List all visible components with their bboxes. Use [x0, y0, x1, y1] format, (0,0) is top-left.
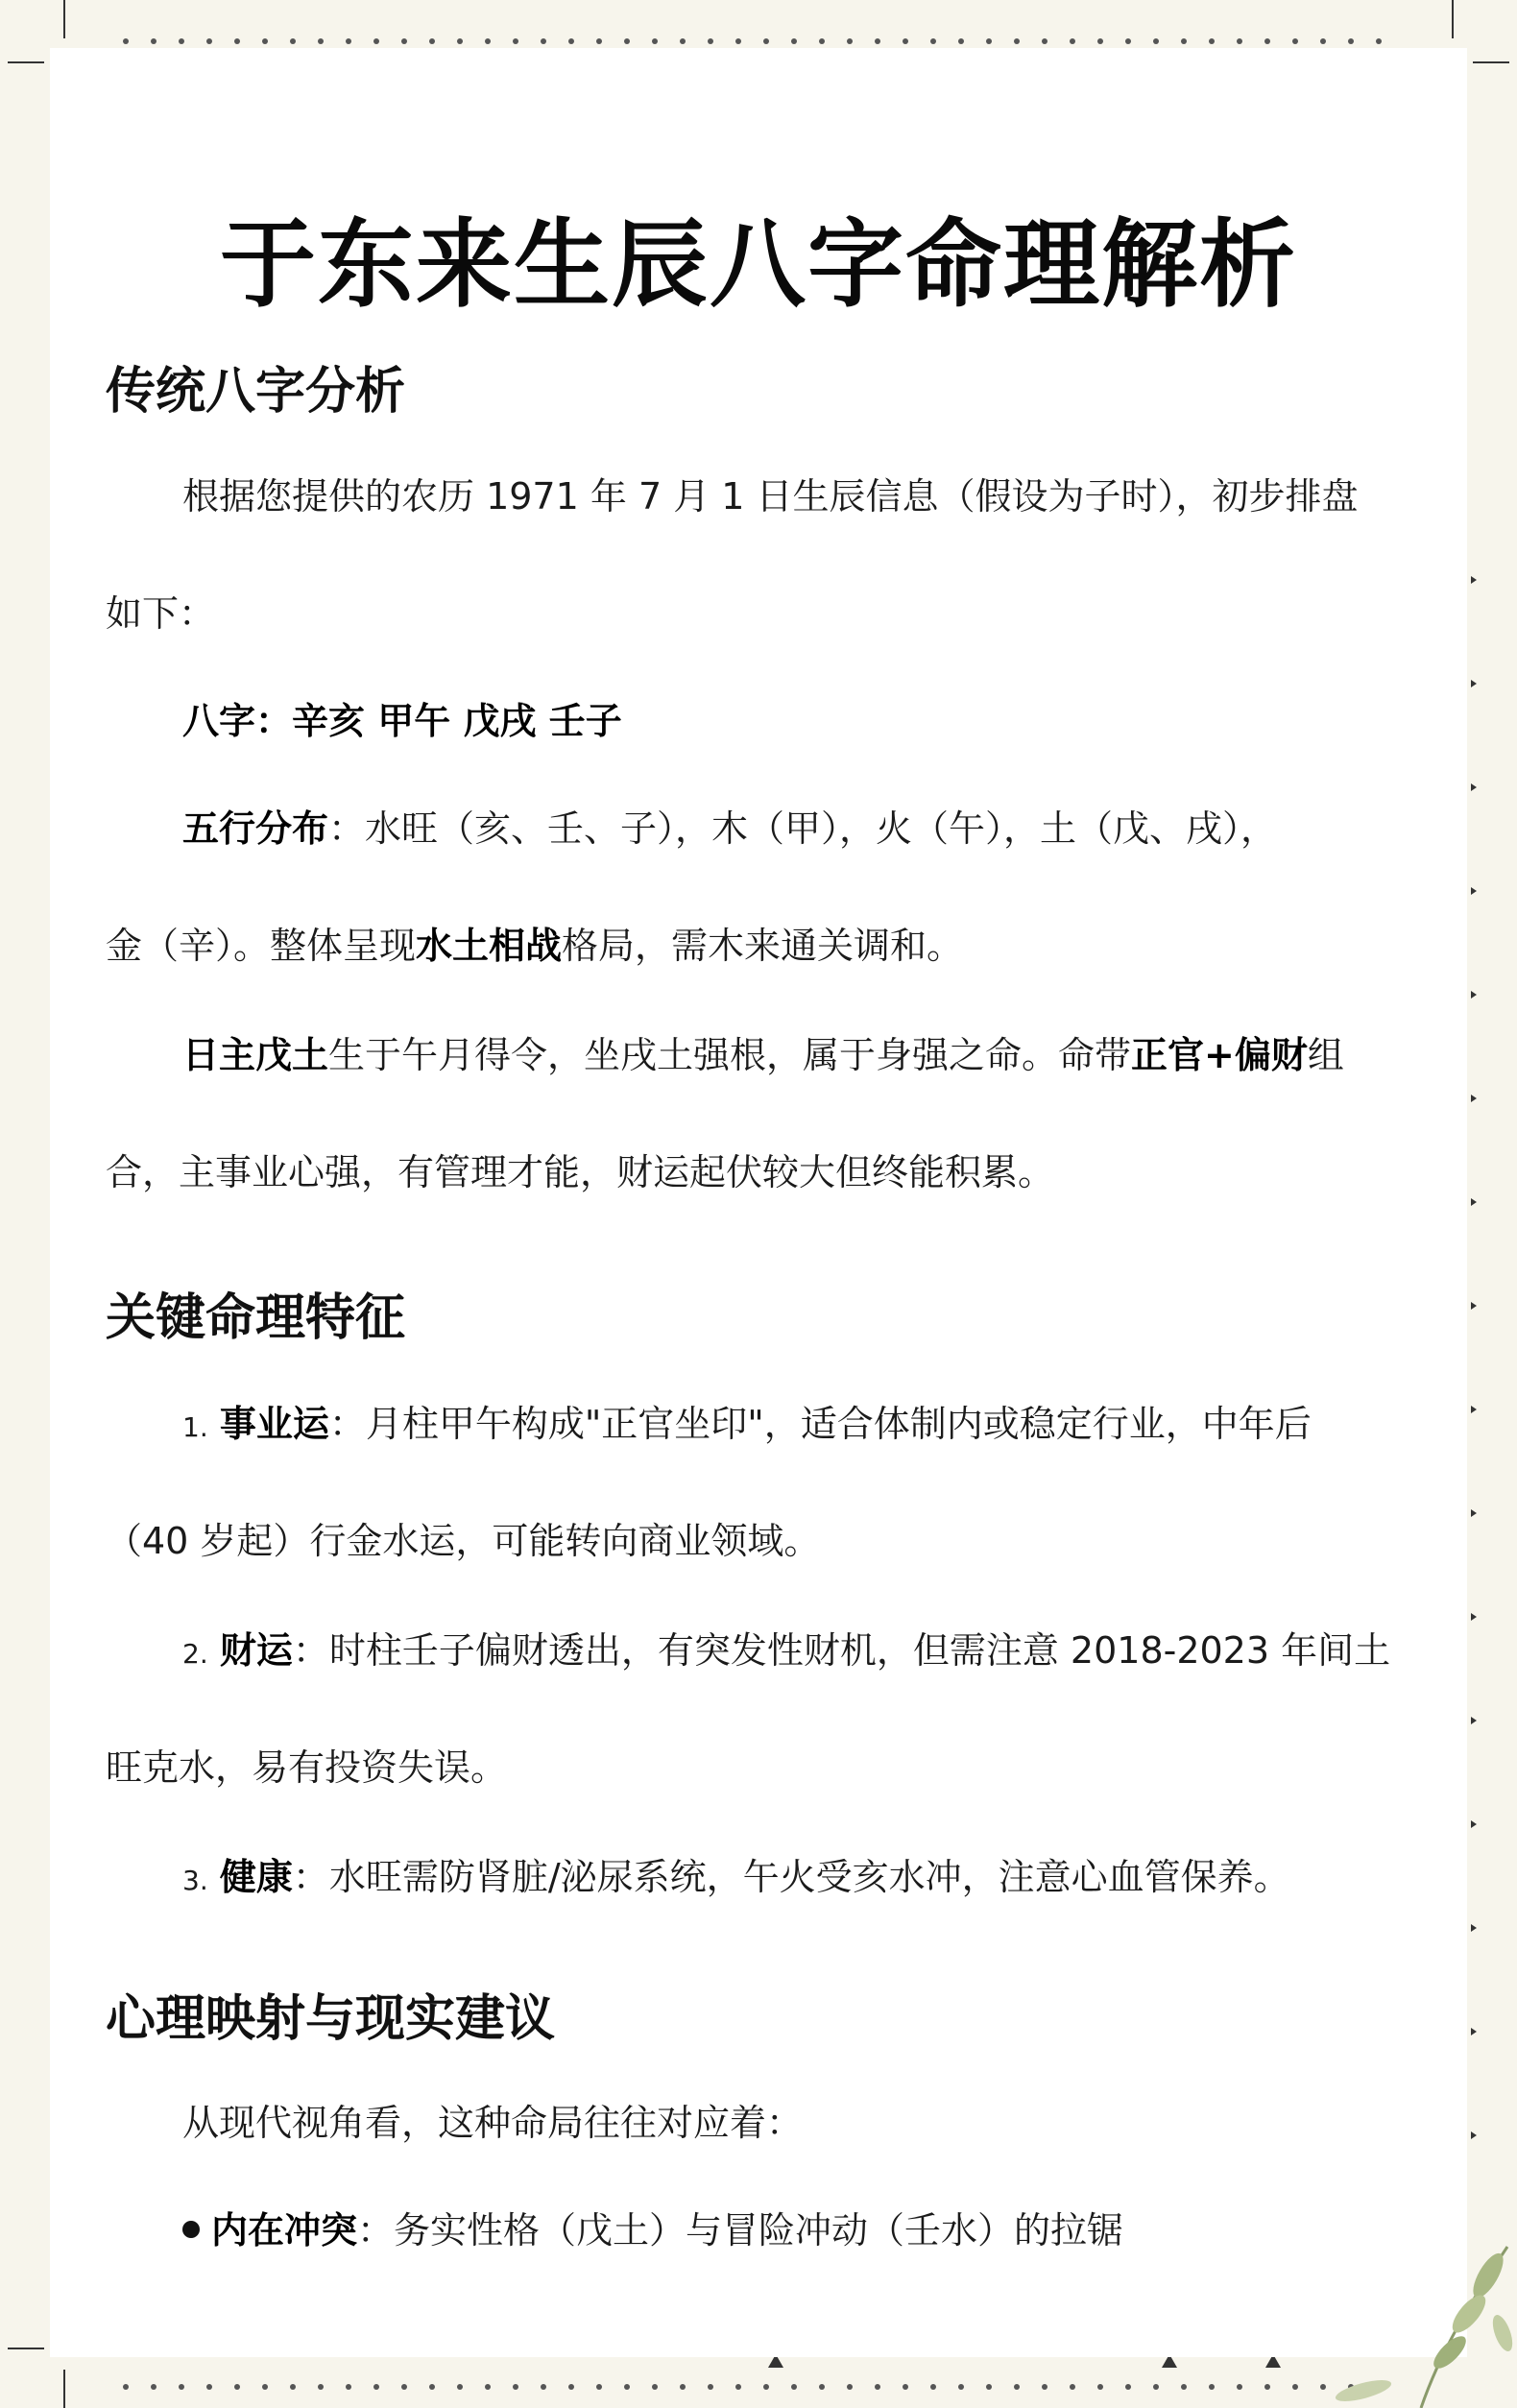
border-dot: [652, 38, 658, 44]
border-dot: [1209, 2384, 1215, 2390]
border-dot: [1125, 38, 1131, 44]
corner-line: [8, 2348, 44, 2349]
border-dot: [1097, 2384, 1103, 2390]
border-dot: [429, 38, 435, 44]
border-dot: [986, 2384, 992, 2390]
corner-line: [8, 61, 44, 63]
intro-paragraph-cont: [106, 555, 1421, 672]
section-heading-key-features: 关键命理特征: [106, 1289, 406, 1347]
border-dot: [1042, 38, 1047, 44]
border-dot: [903, 38, 908, 44]
border-marker: [1471, 1198, 1477, 1206]
career-text2: （40 岁起）行金水运，可能转向商业领域。: [106, 1520, 821, 1562]
border-marker: [1471, 1509, 1477, 1517]
border-dot: [1264, 38, 1270, 44]
health-text: ：水旺需防肾脏/泌尿系统，午火受亥水冲，注意心血管保养。: [292, 1856, 1290, 1898]
border-dot: [346, 2384, 351, 2390]
border-marker: [1471, 991, 1477, 999]
border-marker: [1471, 2131, 1477, 2139]
border-dot: [847, 2384, 853, 2390]
border-dot: [986, 38, 992, 44]
health-label: 健康: [219, 1856, 293, 1898]
rizhu-text2: 合，主事业心强，有管理才能，财运起伏较大但终能积累。: [106, 1151, 1055, 1193]
border-dot: [875, 38, 880, 44]
border-dot: [1376, 38, 1382, 44]
rizhu-paragraph-cont: [106, 1114, 1421, 1231]
border-dot: [1209, 38, 1215, 44]
intro-line1: 根据您提供的农历 1971 年 7 月 1 日生辰信息（假设为子时），初步排盘: [182, 475, 1359, 518]
list-item-wealth-cont: [106, 1709, 1421, 1826]
border-dot: [318, 2384, 324, 2390]
rizhu-label: 日主戊土: [182, 1034, 329, 1076]
border-dot: [234, 38, 240, 44]
border-marker: [1471, 1613, 1477, 1621]
document-page: [50, 48, 1467, 2357]
list-number: 1.: [182, 1411, 208, 1443]
border-dot: [1070, 38, 1075, 44]
border-dot: [652, 2384, 658, 2390]
wuxing-label: 五行分布: [182, 807, 329, 850]
border-marker: [1471, 1406, 1477, 1413]
border-dot: [903, 2384, 908, 2390]
page-title: 于东来生辰八字命理解析: [220, 208, 1297, 321]
bullet-item: [106, 2172, 1421, 2289]
psychology-intro: [106, 2064, 1421, 2181]
border-dot: [151, 2384, 157, 2390]
bullet-label: 内在冲突: [211, 2209, 358, 2251]
border-dot: [457, 38, 463, 44]
border-dot: [1181, 38, 1187, 44]
border-dot: [234, 2384, 240, 2390]
wealth-label: 财运: [219, 1629, 293, 1672]
border-dot: [1264, 2384, 1270, 2390]
border-dot: [1181, 2384, 1187, 2390]
border-dot: [624, 2384, 630, 2390]
border-dot: [1292, 38, 1298, 44]
border-dot: [123, 38, 129, 44]
border-dot: [763, 38, 769, 44]
corner-line: [1452, 0, 1454, 38]
border-dot: [262, 38, 268, 44]
rizhu-text1b: 组: [1307, 1034, 1344, 1076]
border-dot: [179, 38, 184, 44]
border-marker: [1471, 2028, 1477, 2035]
border-dot: [179, 2384, 184, 2390]
border-marker: [1471, 1717, 1477, 1724]
wuxing-paragraph-cont: [106, 887, 1421, 1004]
wuxing-text2b: 格局，需木来通关调和。: [562, 925, 964, 967]
border-dot: [958, 38, 964, 44]
border-dot: [151, 38, 157, 44]
border-dot: [791, 38, 797, 44]
border-dot: [123, 2384, 129, 2390]
border-dot: [373, 38, 379, 44]
rizhu-bold2: 正官+偏财: [1131, 1034, 1308, 1076]
border-dot: [262, 2384, 268, 2390]
border-dot: [541, 38, 546, 44]
border-dot: [1014, 38, 1020, 44]
list-item-career-cont: [106, 1482, 1421, 1600]
border-dot: [735, 38, 741, 44]
wuxing-text2a: 金（辛）。整体呈现: [106, 925, 417, 967]
border-marker: [1471, 680, 1477, 687]
bazi-line: [106, 662, 1421, 780]
border-dot: [1070, 2384, 1075, 2390]
border-dot: [735, 2384, 741, 2390]
border-dot: [763, 2384, 769, 2390]
border-dot: [429, 2384, 435, 2390]
border-dot: [1097, 38, 1103, 44]
corner-line: [1473, 61, 1509, 63]
border-dot: [708, 38, 713, 44]
border-dot: [958, 2384, 964, 2390]
intro-line2: 如下：: [106, 592, 216, 635]
border-dot: [401, 38, 407, 44]
border-dot: [568, 2384, 574, 2390]
career-label: 事业运: [219, 1403, 329, 1445]
border-marker: [1471, 1924, 1477, 1932]
wealth-text: ：时柱壬子偏财透出，有突发性财机，但需注意 2018-2023 年间土: [292, 1629, 1391, 1672]
border-dot: [930, 2384, 936, 2390]
rizhu-text: 生于午月得令，坐戌土强根，属于身强之命。命带: [328, 1034, 1132, 1076]
border-dot: [206, 2384, 212, 2390]
border-dot: [624, 38, 630, 44]
section-heading-traditional: 传统八字分析: [106, 363, 406, 421]
list-item-career: [106, 1365, 1421, 1486]
border-marker: [1471, 887, 1477, 895]
border-dot: [206, 38, 212, 44]
border-dot: [596, 2384, 602, 2390]
border-dot: [346, 38, 351, 44]
border-dot: [513, 2384, 518, 2390]
border-dot: [819, 2384, 825, 2390]
border-dot: [1125, 2384, 1131, 2390]
border-dot: [290, 38, 296, 44]
bullet-icon: [182, 2221, 200, 2238]
border-dot: [1348, 38, 1354, 44]
border-dot: [485, 2384, 491, 2390]
career-text: ：月柱甲午构成"正官坐印"，适合体制内或稳定行业，中年后: [328, 1403, 1312, 1445]
border-marker: [1471, 1302, 1477, 1310]
border-dot: [847, 38, 853, 44]
border-dot: [1292, 2384, 1298, 2390]
bazi-label: 八字：辛亥 甲午 戊戌 壬子: [182, 700, 622, 742]
wuxing-paragraph: [106, 770, 1421, 887]
border-dot: [680, 2384, 686, 2390]
intro-paragraph: [106, 438, 1421, 555]
wuxing-bold: 水土相战: [416, 925, 563, 967]
border-dot: [373, 2384, 379, 2390]
border-marker: [1471, 1095, 1477, 1102]
list-number: 2.: [182, 1638, 208, 1670]
border-dot: [290, 2384, 296, 2390]
border-dot: [1320, 38, 1326, 44]
list-number: 3.: [182, 1865, 208, 1896]
border-dot: [1237, 2384, 1242, 2390]
border-dot: [1014, 2384, 1020, 2390]
leaf-decoration-icon: [1306, 2208, 1517, 2408]
border-dot: [1042, 2384, 1047, 2390]
wealth-text2: 旺克水，易有投资失误。: [106, 1746, 508, 1789]
corner-line: [63, 2370, 65, 2408]
border-dot: [541, 2384, 546, 2390]
list-item-wealth: [106, 1592, 1421, 1713]
corner-line: [63, 0, 65, 38]
border-marker: [1471, 1820, 1477, 1828]
border-dot: [318, 38, 324, 44]
list-item-health: [106, 1818, 1421, 1939]
border-dot: [930, 38, 936, 44]
border-dot: [708, 2384, 713, 2390]
psychology-intro-text: 从现代视角看，这种命局往往对应着：: [182, 2102, 804, 2144]
section-heading-psychology: 心理映射与现实建议: [106, 1990, 556, 2048]
wuxing-text: ：水旺（亥、壬、子），木（甲），火（午），土（戊、戌），: [328, 807, 1278, 850]
border-dot: [568, 38, 574, 44]
border-dot: [791, 2384, 797, 2390]
border-dot: [1153, 2384, 1159, 2390]
border-dot: [513, 38, 518, 44]
border-dot: [1237, 38, 1242, 44]
border-dot: [596, 38, 602, 44]
border-dot: [1153, 38, 1159, 44]
border-marker: [1471, 576, 1477, 584]
border-dot: [401, 2384, 407, 2390]
rizhu-paragraph: [106, 997, 1421, 1114]
border-dot: [485, 38, 491, 44]
border-dot: [875, 2384, 880, 2390]
border-dot: [819, 38, 825, 44]
bullet-text: ：务实性格（戊土）与冒险冲动（壬水）的拉锯: [357, 2209, 1124, 2251]
border-dot: [680, 38, 686, 44]
border-marker: [1471, 783, 1477, 791]
border-dot: [457, 2384, 463, 2390]
